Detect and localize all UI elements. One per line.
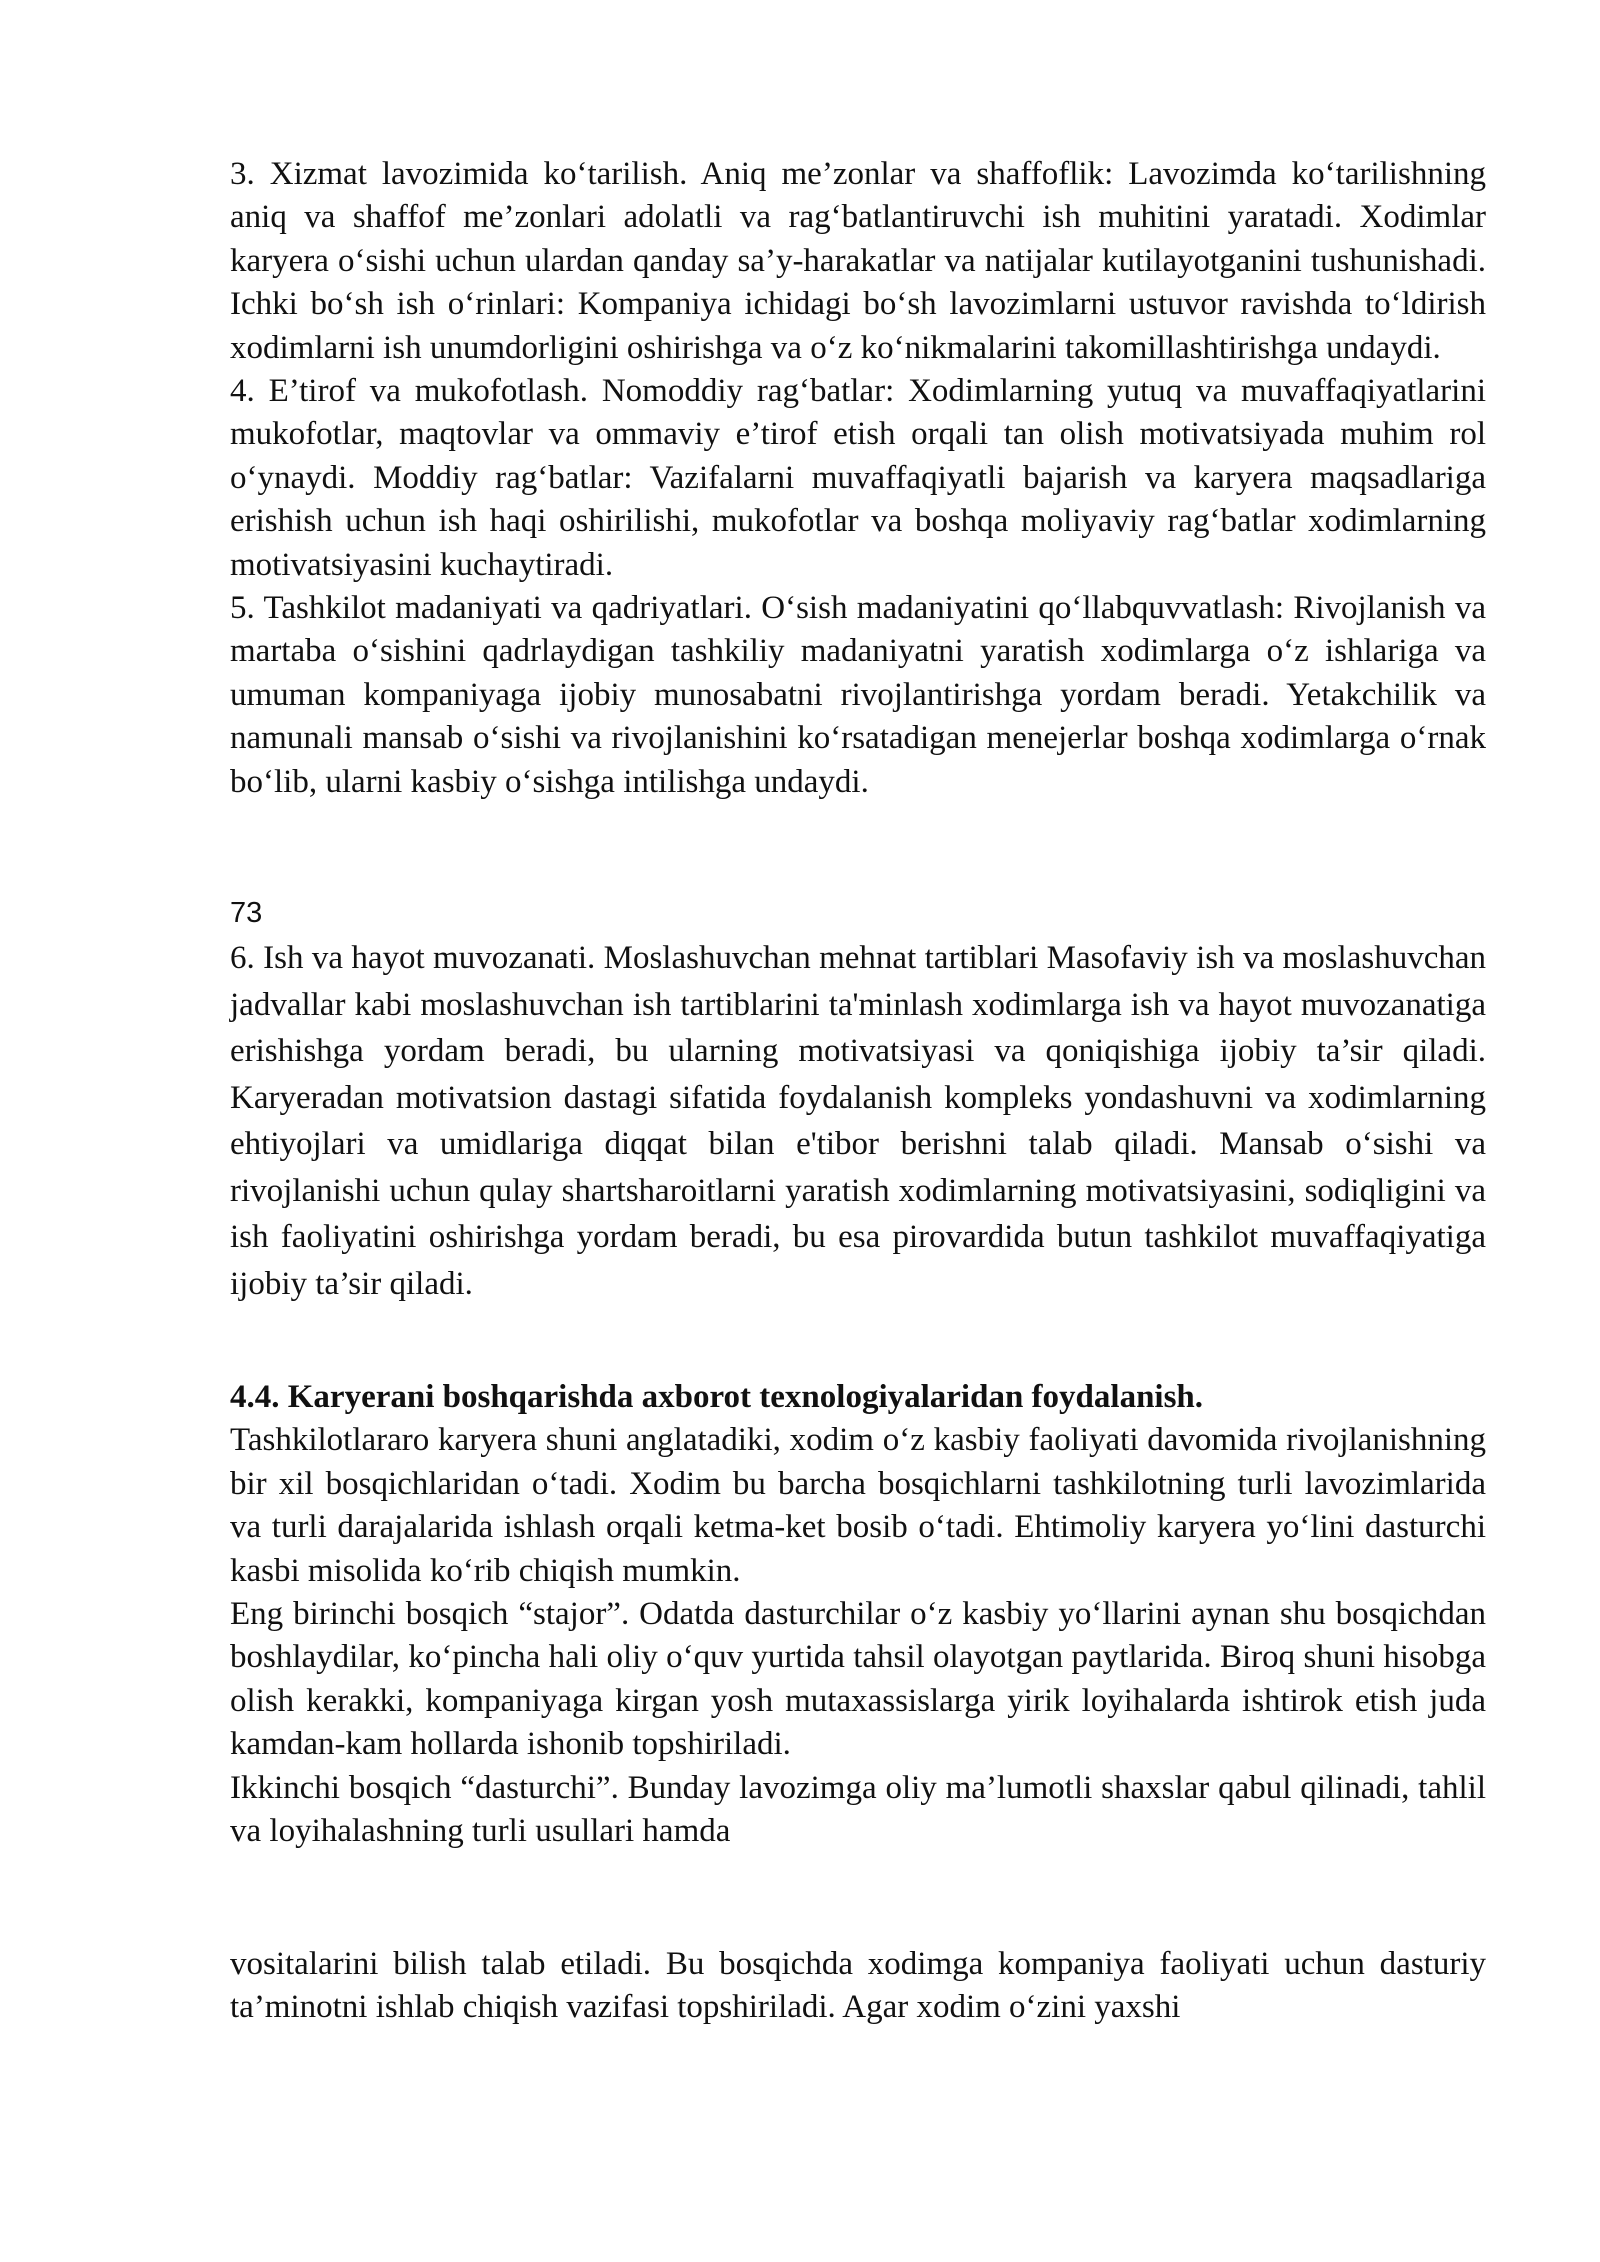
paragraph-work-life-balance: 6. Ish va hayot muvozanati. Moslashuvchan mehnat tartiblari Masofaviy ish va moslashuvchan jadvallar kabi moslashuvchan ish tartiblarini ta'minlash xodimlarga ish va hayot muvozanatiga erishishga yordam beradi, bu ularning motivatsiyasi va qoniqishiga ijobiy ta’sir qiladi. Karyeradan motivatsion dastagi sifatida foydalanish kompleks yondashuvni va xodimlarning ehtiyojlari va umidlariga diqqat bilan e'tibor berishni talab qiladi. Mansab o‘sishi va rivojlanishi uchun qulay shartsharoitlarni yaratish xodimlarning motivatsiyasini, sodiqligini va ish faoliyatini oshirishga yordam beradi, bu esa pirovardida butun tashkilot muvaffaqiyatiga ijobiy ta’sir qiladi. bbox=[230, 940, 1486, 1302]
text-block-top bbox=[230, 153, 1486, 804]
paragraph-organizational-culture: 5. Tashkilot madaniyati va qadriyatlari. O‘sish madaniyatini qo‘llabquvvatlash: Rivojlanish va martaba o‘sishini qadrlaydigan tashkiliy madaniyatni yaratish xodimlarga o‘z ishlariga va umuman kompaniyaga ijobiy munosabatni rivojlantirishga yordam beradi. Yetakchilik va namunali mansab o‘sishi va rivojlanishini ko‘rsatadigan menejerlar boshqa xodimlarga o‘rnak bo‘lib, ularni kasbiy o‘sishga intilishga undaydi. bbox=[230, 590, 1486, 800]
paragraph-recognition-rewards: 4. E’tirof va mukofotlash. Nomoddiy rag‘batlar: Xodimlarning yutuq va muvaffaqiyatlarini mukofotlar, maqtovlar va ommaviy e’tirof etish orqali tan olish motivatsiyada muhim rol o‘ynaydi. Moddiy rag‘batlar: Vazifalarni muvaffaqiyatli bajarish va karyera maqsadlariga erishish uchun ish haqi oshirilishi, mukofotlar va boshqa moliyaviy rag‘batlar xodimlarning motivatsiyasini kuchaytiradi. bbox=[230, 373, 1486, 583]
section-heading: 4.4. Karyerani boshqarishda axborot texnologiyalaridan foydalanish. bbox=[230, 1379, 1204, 1415]
paragraph-career-promotion: 3. Xizmat lavozimida ko‘tarilish. Aniq me’zonlar va shaffoflik: Lavozimda ko‘tarilishning aniq va shaffof me’zonlari adolatli va rag‘batlantiruvchi ish muhitini yaratadi. Xodimlar karyera o‘sishi uchun ulardan qanday sa’y-harakatlar va natijalar kutilayotganini tushunishadi. Ichki bo‘sh ish o‘rinlari: Kompaniya ichidagi bo‘sh lavozimlarni ustuvor ravishda to‘ldirish xodimlarni ish unumdorligini oshirishga va o‘z ko‘nikmalarini takomillashtirishga undaydi. bbox=[230, 156, 1486, 366]
page-number: 73 bbox=[230, 897, 263, 929]
text-block-middle bbox=[230, 935, 1486, 1307]
paragraph-stage-intern: Eng birinchi bosqich “stajor”. Odatda dasturchilar o‘z kasbiy yo‘llarini aynan shu bosqichdan boshlaydilar, ko‘pincha hali oliy o‘quv yurtida tahsil olayotgan paytlarida. Biroq shuni hisobga olish kerakki, kompaniyaga kirgan yosh mutaxassislarga yirik loyihalarda ishtirok etish juda kamdan-kam hollarda ishonib topshiriladi. bbox=[230, 1596, 1486, 1763]
paragraph-continuation: vositalarini bilish talab etiladi. Bu bosqichda xodimga kompaniya faoliyati uchun dasturiy ta’minotni ishlab chiqish vazifasi topshiriladi. Agar xodim o‘zini yaxshi bbox=[230, 1946, 1486, 2026]
paragraph-interorganizational-career: Tashkilotlararo karyera shuni anglatadiki, xodim o‘z kasbiy faoliyati davomida rivojlanishning bir xil bosqichlaridan o‘tadi. Xodim bu barcha bosqichlarni tashkilotning turli lavozimlarida va turli darajalarida ishlash orqali ketma-ket bosib o‘tadi. Ehtimoliy karyera yo‘lini dasturchi kasbi misolida ko‘rib chiqish mumkin. bbox=[230, 1422, 1486, 1589]
section-4-4 bbox=[230, 1376, 1486, 1853]
text-block-bottom bbox=[230, 1943, 1486, 2030]
paragraph-stage-programmer: Ikkinchi bosqich “dasturchi”. Bunday lavozimga oliy ma’lumotli shaxslar qabul qilinadi, tahlil va loyihalashning turli usullari hamda bbox=[230, 1769, 1486, 1850]
